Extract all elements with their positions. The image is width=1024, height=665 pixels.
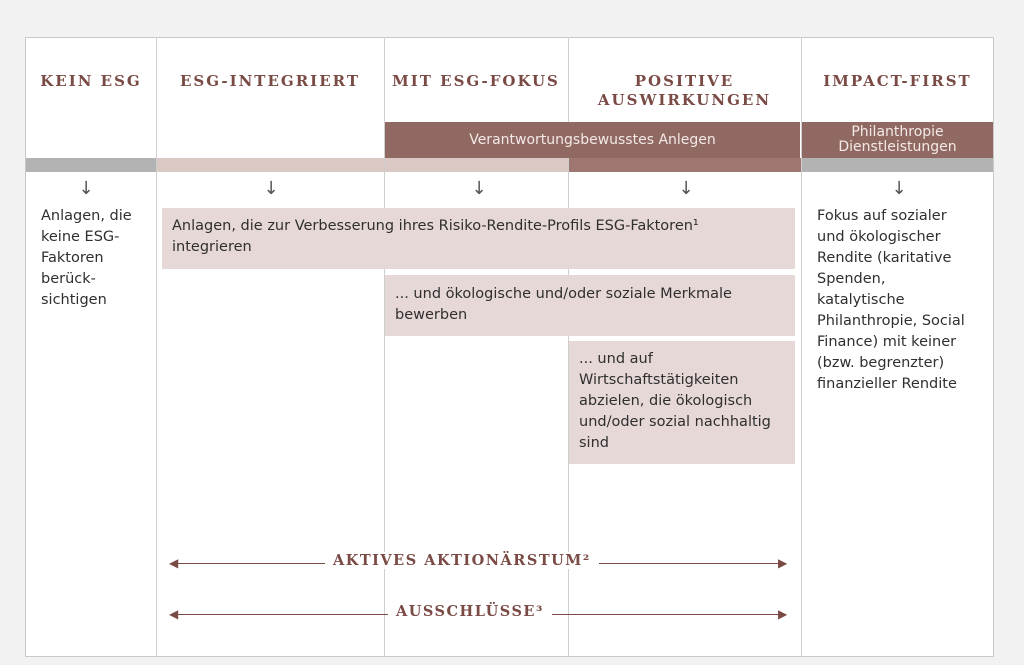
description-line: keine ESG-: [41, 229, 120, 245]
heading-positive-line1: POSITIVE: [634, 72, 735, 90]
strip-kein-esg: [26, 158, 156, 172]
box-line: und/oder sozial nachhaltig: [579, 414, 771, 430]
heading-esg-integriert: ESG-INTEGRIERT: [180, 72, 360, 90]
box-line: ... und auf: [579, 351, 653, 367]
arrow-left-icon: ◀: [169, 556, 179, 570]
description-line: und ökologischer: [817, 229, 941, 245]
description-line: Anlagen, die: [41, 208, 132, 224]
description-kein-esg: [41, 206, 153, 311]
box-line: Anlagen, die zur Verbesserung ihres Risiko-Rendite-Profils ESG-Faktoren¹: [172, 218, 699, 234]
span-label-ausschluesse: AUSSCHLÜSSE³: [388, 603, 552, 620]
description-line: Finance) mit keiner: [817, 334, 957, 350]
arrow-down-icon: ↓: [891, 178, 907, 199]
heading-esg-fokus: MIT ESG-FOKUS: [392, 72, 560, 90]
box-line: abzielen, die ökologisch: [579, 393, 753, 409]
box-line: bewerben: [395, 307, 468, 323]
description-line: (bzw. begrenzter): [817, 355, 945, 371]
description-line: Philanthropie, Social: [817, 313, 965, 329]
description-line: Rendite (karitative: [817, 250, 952, 266]
strip-fokus: [385, 158, 568, 172]
description-line: sichtigen: [41, 292, 107, 308]
strip-impact: [802, 158, 993, 172]
span-label-aktionaerstum: AKTIVES AKTIONÄRSTUM²: [325, 552, 599, 569]
box-positive-auswirkungen: [569, 341, 795, 464]
heading-impact-first: IMPACT-FIRST: [823, 72, 972, 90]
description-line: Fokus auf sozialer: [817, 208, 947, 224]
band-verantwortung: Verantwortungsbewusstes Anlegen: [385, 122, 800, 158]
box-line: ... und ökologische und/oder soziale Merkmale: [395, 286, 732, 302]
strip-integriert: [157, 158, 384, 172]
arrow-right-icon: ▶: [778, 556, 788, 570]
box-esg-integriert: [162, 208, 795, 269]
strip-positive: [569, 158, 801, 172]
description-line: Spenden,: [817, 271, 886, 287]
arrow-down-icon: ↓: [471, 178, 487, 199]
band-philanthropie-line1: Philanthropie: [851, 124, 944, 140]
description-impact-first: [817, 206, 989, 395]
column-divider: [156, 37, 157, 657]
band-philanthropie: [802, 122, 993, 158]
description-line: finanzieller Rendite: [817, 376, 957, 392]
description-line: katalytische: [817, 292, 905, 308]
description-line: Faktoren: [41, 250, 104, 266]
box-esg-fokus: [385, 275, 795, 336]
arrow-down-icon: ↓: [678, 178, 694, 199]
heading-positive-line2: AUSWIRKUNGEN: [597, 91, 772, 109]
box-line: sind: [579, 435, 609, 451]
heading-kein-esg: KEIN ESG: [40, 72, 142, 90]
band-philanthropie-line2: Dienstleistungen: [838, 139, 957, 155]
heading-positive-auswirkungen: [568, 72, 801, 110]
description-line: berück-: [41, 271, 96, 287]
arrow-right-icon: ▶: [778, 607, 788, 621]
arrow-left-icon: ◀: [169, 607, 179, 621]
arrow-down-icon: ↓: [263, 178, 279, 199]
arrow-down-icon: ↓: [78, 178, 94, 199]
box-line: Wirtschaftstätigkeiten: [579, 372, 739, 388]
box-line: integrieren: [172, 239, 252, 255]
